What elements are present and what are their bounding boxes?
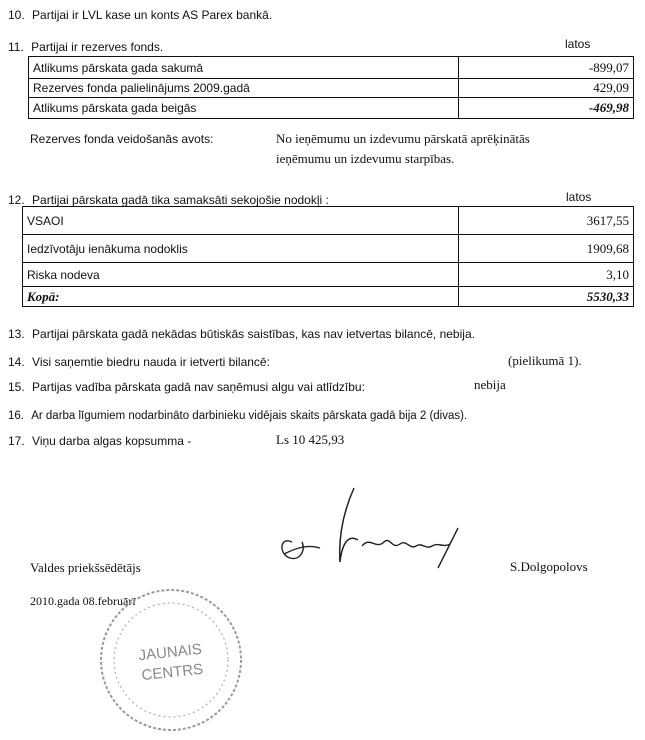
- item-17-value: Ls 10 425,93: [276, 432, 345, 447]
- item-15-text: Partijas vadība pārskata gadā nav saņēmusi algu vai atlīdzību:: [32, 380, 365, 394]
- party-stamp: [96, 585, 246, 735]
- item-11-unit: latos: [565, 37, 591, 51]
- item-17-number: 17.: [8, 434, 25, 448]
- row-value: 1909,68: [459, 235, 634, 263]
- item-15-value: nebija: [474, 377, 506, 392]
- row-value-total: 5530,33: [459, 287, 634, 307]
- item-17-text: Viņu darba algas kopsumma -: [32, 434, 192, 448]
- item-12-heading: [8, 193, 329, 207]
- table-row: [29, 57, 634, 79]
- table-row: [23, 263, 634, 287]
- row-label: VSAOI: [23, 207, 459, 235]
- row-label: Iedzīvotāju ienākuma nodoklis: [23, 235, 459, 263]
- table-row: [23, 207, 634, 235]
- reserve-fund-table: [28, 56, 634, 119]
- reserve-source-line-2: ieņēmumu un izdevumu starpības.: [276, 151, 455, 166]
- taxes-table: [22, 206, 634, 307]
- item-10: [8, 8, 272, 22]
- reserve-source-line-1: No ieņēmumu un izdevumu pārskatā aprēķinātās: [276, 131, 530, 146]
- item-15: [8, 380, 365, 394]
- table-row: [29, 79, 634, 98]
- stamp-line-2: CENTRS: [140, 660, 204, 685]
- row-label: Riska nodeva: [23, 263, 459, 287]
- item-11-title: Partijai ir rezerves fonds.: [31, 40, 164, 54]
- stamp-circle: [96, 585, 246, 735]
- item-14-text: Visi saņemtie biedru nauda ir ietverti bilancē:: [32, 355, 270, 369]
- item-17: [8, 434, 191, 448]
- item-11-heading: [8, 40, 163, 54]
- item-13: [8, 327, 475, 341]
- table-row: [23, 287, 634, 307]
- row-value: 429,09: [459, 79, 634, 98]
- item-14: [8, 355, 270, 369]
- row-value: 3,10: [459, 263, 634, 287]
- item-13-text: Partijai pārskata gadā nekādas būtiskās saistības, kas nav ietvertas bilancē, nebija.: [32, 327, 475, 341]
- item-11-number: 11.: [8, 40, 24, 54]
- row-label: Atlikums pārskata gada beigās: [29, 98, 459, 119]
- chairman-role: Valdes priekšsēdētājs: [30, 560, 141, 575]
- item-12-number: 12.: [8, 193, 25, 207]
- row-value: 3617,55: [459, 207, 634, 235]
- stamp-line-1: JAUNAIS: [137, 640, 203, 665]
- row-value-total: -469,98: [459, 98, 634, 119]
- item-12-title: Partijai pārskata gadā tika samaksāti sekojošie nodokļi :: [32, 193, 329, 207]
- item-14-number: 14.: [8, 355, 25, 369]
- item-10-text: Partijai ir LVL kase un konts AS Parex bankā.: [32, 8, 273, 22]
- reserve-source-label: Rezerves fonda veidošanās avots:: [30, 132, 214, 146]
- table-row: [29, 98, 634, 119]
- signature-image: [262, 484, 472, 570]
- row-label-total: Kopā:: [23, 287, 459, 307]
- table-row: [23, 235, 634, 263]
- item-13-number: 13.: [8, 327, 25, 341]
- item-16-text: Ar darba līgumiem nodarbināto darbinieku vidējais skaits pārskata gadā bija 2 (divas).: [31, 410, 468, 422]
- item-10-number: 10.: [8, 8, 25, 22]
- signing-date: 2010.gada 08.februārī: [30, 594, 136, 608]
- item-16-number: 16.: [8, 410, 24, 422]
- item-12-unit: latos: [566, 190, 592, 204]
- row-label: Rezerves fonda palielinājums 2009.gadā: [29, 79, 459, 98]
- row-label: Atlikums pārskata gada sakumā: [29, 57, 459, 79]
- item-16: [8, 410, 467, 422]
- row-value: -899,07: [459, 57, 634, 79]
- item-15-number: 15.: [8, 380, 25, 394]
- chairman-name: S.Dolgopolovs: [510, 559, 588, 574]
- item-14-note: (pielikumā 1).: [508, 353, 582, 368]
